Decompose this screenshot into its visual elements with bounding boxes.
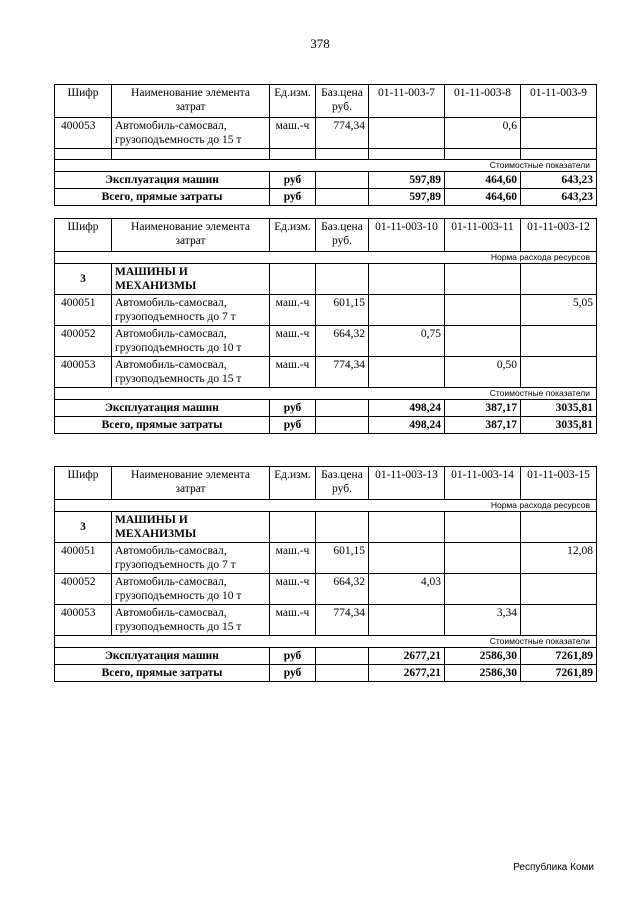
total-unit: руб bbox=[270, 172, 316, 189]
cost-caption: Стоимостные показатели bbox=[55, 160, 597, 172]
row-unit: маш.-ч bbox=[270, 574, 316, 605]
row-value bbox=[445, 295, 521, 326]
header-col-1: 01-11-003-10 bbox=[369, 219, 445, 252]
row-name: Автомобиль-самосвал, грузоподъемность до 7 т bbox=[112, 295, 270, 326]
group-name: МАШИНЫ И МЕХАНИЗМЫ bbox=[112, 512, 270, 543]
total-value: 2586,30 bbox=[445, 665, 521, 682]
table-row bbox=[55, 295, 597, 326]
row-value bbox=[369, 118, 445, 149]
row-price: 774,34 bbox=[316, 605, 369, 636]
total-name: Эксплуатация машин bbox=[55, 172, 270, 189]
row-unit: маш.-ч bbox=[270, 543, 316, 574]
total-unit: руб bbox=[270, 400, 316, 417]
total-value: 464,60 bbox=[445, 189, 521, 206]
total-unit: руб bbox=[270, 665, 316, 682]
header-code: Шифр bbox=[55, 85, 112, 118]
header-col-3: 01-11-003-12 bbox=[521, 219, 597, 252]
row-price: 664,32 bbox=[316, 574, 369, 605]
section-caption-row bbox=[55, 252, 597, 264]
total-value: 643,23 bbox=[521, 172, 597, 189]
norm-caption: Норма расхода ресурсов bbox=[55, 500, 597, 512]
row-value bbox=[521, 574, 597, 605]
row-value bbox=[521, 118, 597, 149]
header-col-1: 01-11-003-13 bbox=[369, 467, 445, 500]
row-value bbox=[445, 574, 521, 605]
row-price: 601,15 bbox=[316, 295, 369, 326]
total-unit: руб bbox=[270, 417, 316, 434]
total-value: 2586,30 bbox=[445, 648, 521, 665]
table-row bbox=[55, 118, 597, 149]
table-row bbox=[55, 326, 597, 357]
rate-table-2 bbox=[54, 218, 597, 434]
header-name: Наименование элемента затрат bbox=[112, 219, 270, 252]
group-code: 3 bbox=[55, 264, 112, 295]
total-name: Всего, прямые затраты bbox=[55, 417, 270, 434]
header-col-2: 01-11-003-8 bbox=[445, 85, 521, 118]
table-row bbox=[55, 574, 597, 605]
row-name: Автомобиль-самосвал, грузоподъемность до 10 т bbox=[112, 326, 270, 357]
header-price: Баз.цена руб. bbox=[316, 467, 369, 500]
table-header-row bbox=[55, 467, 597, 500]
total-name: Всего, прямые затраты bbox=[55, 189, 270, 206]
cost-caption: Стоимостные показатели bbox=[55, 388, 597, 400]
spacer-row bbox=[55, 149, 597, 160]
total-value: 3035,81 bbox=[521, 400, 597, 417]
total-value: 643,23 bbox=[521, 189, 597, 206]
row-value bbox=[369, 543, 445, 574]
total-value: 597,89 bbox=[369, 172, 445, 189]
cost-caption: Стоимостные показатели bbox=[55, 636, 597, 648]
header-code: Шифр bbox=[55, 467, 112, 500]
page-number: 378 bbox=[310, 36, 330, 51]
total-name: Эксплуатация машин bbox=[55, 400, 270, 417]
header-name: Наименование элемента затрат bbox=[112, 85, 270, 118]
row-code: 400052 bbox=[55, 574, 112, 605]
total-value: 498,24 bbox=[369, 400, 445, 417]
row-value: 3,34 bbox=[445, 605, 521, 636]
total-row bbox=[55, 189, 597, 206]
row-value: 0,50 bbox=[445, 357, 521, 388]
total-value: 498,24 bbox=[369, 417, 445, 434]
total-value: 7261,89 bbox=[521, 648, 597, 665]
total-unit: руб bbox=[270, 189, 316, 206]
header-unit: Ед.изм. bbox=[270, 467, 316, 500]
total-value: 597,89 bbox=[369, 189, 445, 206]
total-row bbox=[55, 400, 597, 417]
header-name: Наименование элемента затрат bbox=[112, 467, 270, 500]
row-name: Автомобиль-самосвал, грузоподъемность до 15 т bbox=[112, 605, 270, 636]
total-name: Эксплуатация машин bbox=[55, 648, 270, 665]
row-value bbox=[445, 543, 521, 574]
total-value: 464,60 bbox=[445, 172, 521, 189]
row-value bbox=[369, 357, 445, 388]
row-value bbox=[521, 326, 597, 357]
total-row bbox=[55, 665, 597, 682]
row-value bbox=[445, 326, 521, 357]
row-code: 400053 bbox=[55, 605, 112, 636]
header-col-2: 01-11-003-14 bbox=[445, 467, 521, 500]
row-value: 12,08 bbox=[521, 543, 597, 574]
row-name: Автомобиль-самосвал, грузоподъемность до 7 т bbox=[112, 543, 270, 574]
row-unit: маш.-ч bbox=[270, 326, 316, 357]
row-value bbox=[369, 605, 445, 636]
total-row bbox=[55, 172, 597, 189]
total-name: Всего, прямые затраты bbox=[55, 665, 270, 682]
total-value: 7261,89 bbox=[521, 665, 597, 682]
row-unit: маш.-ч bbox=[270, 295, 316, 326]
total-row bbox=[55, 648, 597, 665]
header-price: Баз.цена руб. bbox=[316, 85, 369, 118]
table-header-row bbox=[55, 219, 597, 252]
row-unit: маш.-ч bbox=[270, 118, 316, 149]
row-unit: маш.-ч bbox=[270, 605, 316, 636]
section-caption-row bbox=[55, 388, 597, 400]
total-value: 387,17 bbox=[445, 417, 521, 434]
table-row bbox=[55, 357, 597, 388]
table-row bbox=[55, 605, 597, 636]
row-value bbox=[369, 295, 445, 326]
total-unit: руб bbox=[270, 648, 316, 665]
row-price: 774,34 bbox=[316, 357, 369, 388]
row-code: 400051 bbox=[55, 543, 112, 574]
section-caption-row bbox=[55, 636, 597, 648]
norm-caption: Норма расхода ресурсов bbox=[55, 252, 597, 264]
group-code: 3 bbox=[55, 512, 112, 543]
row-unit: маш.-ч bbox=[270, 357, 316, 388]
rate-table-1 bbox=[54, 84, 597, 206]
total-value: 387,17 bbox=[445, 400, 521, 417]
header-col-2: 01-11-003-11 bbox=[445, 219, 521, 252]
row-name: Автомобиль-самосвал, грузоподъемность до 15 т bbox=[112, 118, 270, 149]
group-row bbox=[55, 264, 597, 295]
header-col-1: 01-11-003-7 bbox=[369, 85, 445, 118]
row-name: Автомобиль-самосвал, грузоподъемность до 15 т bbox=[112, 357, 270, 388]
table-row bbox=[55, 543, 597, 574]
header-unit: Ед.изм. bbox=[270, 85, 316, 118]
total-value: 2677,21 bbox=[369, 665, 445, 682]
row-price: 664,32 bbox=[316, 326, 369, 357]
row-code: 400053 bbox=[55, 118, 112, 149]
section-caption-row bbox=[55, 500, 597, 512]
row-value: 0,6 bbox=[445, 118, 521, 149]
table-header-row bbox=[55, 85, 597, 118]
row-value bbox=[521, 357, 597, 388]
total-row bbox=[55, 417, 597, 434]
group-name: МАШИНЫ И МЕХАНИЗМЫ bbox=[112, 264, 270, 295]
header-col-3: 01-11-003-15 bbox=[521, 467, 597, 500]
header-code: Шифр bbox=[55, 219, 112, 252]
row-value: 5,05 bbox=[521, 295, 597, 326]
footer-region: Республика Коми bbox=[513, 862, 594, 873]
row-value: 0,75 bbox=[369, 326, 445, 357]
total-value: 2677,21 bbox=[369, 648, 445, 665]
row-value bbox=[521, 605, 597, 636]
rate-table-3 bbox=[54, 466, 597, 682]
group-row bbox=[55, 512, 597, 543]
row-code: 400053 bbox=[55, 357, 112, 388]
header-price: Баз.цена руб. bbox=[316, 219, 369, 252]
section-caption-row bbox=[55, 160, 597, 172]
row-code: 400052 bbox=[55, 326, 112, 357]
row-name: Автомобиль-самосвал, грузоподъемность до 10 т bbox=[112, 574, 270, 605]
row-code: 400051 bbox=[55, 295, 112, 326]
total-value: 3035,81 bbox=[521, 417, 597, 434]
header-col-3: 01-11-003-9 bbox=[521, 85, 597, 118]
row-price: 601,15 bbox=[316, 543, 369, 574]
row-value: 4,03 bbox=[369, 574, 445, 605]
header-unit: Ед.изм. bbox=[270, 219, 316, 252]
row-price: 774,34 bbox=[316, 118, 369, 149]
